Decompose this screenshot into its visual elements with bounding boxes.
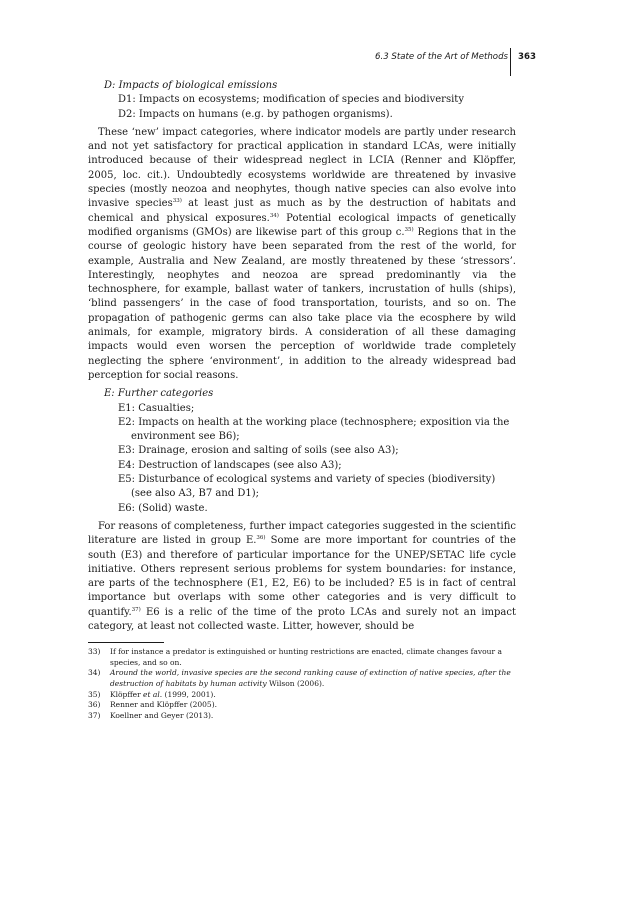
group-e-title: E: Further categories <box>104 388 214 400</box>
list-item: E2: Impacts on health at the working place (technosphere; exposition via the environment see B6); <box>118 416 510 443</box>
footnote-ref-35[interactable]: 35) <box>404 226 414 233</box>
paragraph-1 <box>88 126 516 383</box>
list-item: D2: Impacts on humans (e.g. by pathogen organisms). <box>118 108 393 120</box>
author: Klöpffer <box>110 689 141 699</box>
footnote-35 <box>88 690 516 701</box>
footnote-text: If for instance a predator is extinguished or hunting restrictions are enacted, climate changes favour a species, and so on. <box>110 647 502 667</box>
text-run: E6 is a relic of the time of the proto LCAs and surely not an impact category, at least not collected waste. Litter, however, should be <box>88 606 516 632</box>
text-run: at least just as much as by the destruction of habitats and chemical and physical exposures. <box>88 198 516 224</box>
footnote-36 <box>88 700 516 711</box>
text-run: Regions that in the course of geologic history have been separated from the rest of the world, for example, Australia and New Zealand, are mostly threatened by these ‘stressors’. Interestingly, neophytes and neozoa are spread predominantly via the technosphere, for example, ballast water of tankers, incrustation of hulls (ships), ‘blind passengers’ in the case of food transportation, tourists, and so on. The propagation of pathogenic germs can also take place via the ecosphere by wild animals, for example, migratory birds. A consideration of all these damaging impacts would even worsen the perception of worldwide trade completely neglecting the sphere ‘environment’, in addition to the already widespread bad perception for social reasons. <box>88 226 516 381</box>
footnote-ref-36[interactable]: 36) <box>256 535 266 542</box>
page-number: 363 <box>518 52 536 62</box>
footnote-text: Koellner and Geyer (2013). <box>110 710 214 720</box>
quote-text: Around the world, invasive species are the second ranking cause of extinction of native species, after the destruction of habitats by human activity <box>110 668 511 689</box>
footnote-ref-34[interactable]: 34) <box>269 212 279 219</box>
footnote-ref-33[interactable]: 33) <box>172 198 182 205</box>
footnote-33 <box>88 647 516 668</box>
text-run: Potential ecological impacts of genetically modified organisms (GMOs) are likewise part of this group c. <box>88 212 516 238</box>
footnote-number: 33) <box>88 647 101 657</box>
body <box>88 0 516 900</box>
citation: Wilson (2006). <box>266 679 325 689</box>
group-d-title: D: Impacts of biological emissions <box>104 80 278 91</box>
footnote-number: 36) <box>88 700 101 710</box>
list-item: E4: Destruction of landscapes (see also A3); <box>118 459 342 471</box>
text-run: Some are more important for countries of the south (E3) and therefore of particular importance for the UNEP/SETAC life cycle initiative. Others represent serious problems for system boundaries: for instance, are parts of the technosphere (E1, E2, E6) to be included? E5 is in fact of central importance but overlaps with some other categories and is very difficult to quantify. <box>88 535 516 618</box>
list-item: E6: (Solid) waste. <box>118 502 208 514</box>
footnote-divider <box>88 642 164 643</box>
citation: (1999, 2001). <box>162 689 216 699</box>
text-run: For reasons of completeness, further impact categories suggested in the scientific literature are listed in group E. <box>88 520 516 547</box>
list-item: D1: Impacts on ecosystems; modification of species and biodiversity <box>118 94 464 106</box>
footnote-number: 34) <box>88 668 101 678</box>
list-item: E3: Drainage, erosion and salting of soils (see also A3); <box>118 445 399 457</box>
footnote-number: 37) <box>88 710 101 720</box>
footnote-number: 35) <box>88 689 101 699</box>
footnote-37 <box>88 711 516 722</box>
main-text <box>88 79 516 721</box>
paragraph-2 <box>88 520 516 634</box>
section-title: 6.3 State of the Art of Methods <box>375 52 508 62</box>
footnote-34 <box>88 668 516 689</box>
et-al: et al. <box>140 689 163 699</box>
list-item: E5: Disturbance of ecological systems and variety of species (biodiversity) (see also A3, B7 and D1); <box>118 474 496 500</box>
footnote-ref-37[interactable]: 37) <box>131 606 141 613</box>
footnote-text <box>110 668 516 689</box>
list-item: E1: Casualties; <box>118 402 195 414</box>
text-run: These ‘new’ impact categories, where indicator models are partly under research and not yet satisfactory for practical application in standard LCAs, were initially introduced because of their widespread neglect in LCIA (Renner and Klöpffer, 2005, loc. cit.). Undoubtedly ecosystems worldwide are threatened by invasive species (mostly neozoa and neophytes, though native species can also evolve into invasive species <box>88 126 516 210</box>
footnote-text <box>110 690 516 701</box>
footnote-text: Renner and Klöpffer (2005). <box>110 700 218 710</box>
